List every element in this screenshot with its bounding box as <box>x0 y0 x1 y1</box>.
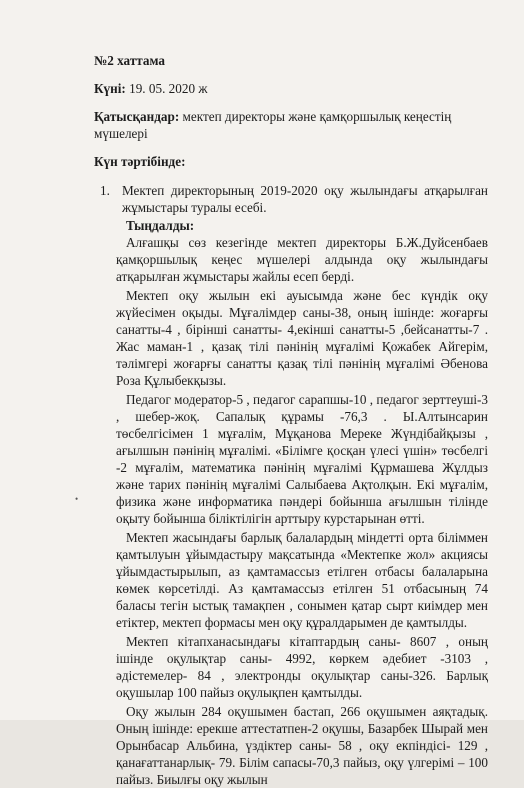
agenda-item-text: Мектеп директорының 2019-2020 оқу жылындағы атқарылған жұмыстары туралы есебі. <box>122 183 488 215</box>
agenda-item-number: 1. <box>100 183 110 198</box>
participants-line <box>94 108 488 142</box>
paragraph: Мектеп кітапханасындағы кітаптардың саны- 8607 , оның ішінде оқулықтар саны- 4992, көркем әдебиет -3103 , әдістемелер- 84 , электронды оқулықтар саны-326. Барлық оқушылар 100 пайыз оқулықпен қамтылды. <box>116 634 488 700</box>
participants-label: Қатысқандар: <box>94 109 180 124</box>
protocol-title: №2 хаттама <box>94 53 166 68</box>
date-line <box>94 80 488 97</box>
agenda-heading: Күн тәртібінде: <box>94 154 186 169</box>
date-value: 19. 05. 2020 ж <box>129 81 208 96</box>
participants-value: мектеп директоры және қамқоршылық кеңестің мүшелері <box>94 109 452 141</box>
agenda-item <box>94 182 488 216</box>
paragraph: Педагог модератор-5 , педагог сарапшы-10 , педагог зерттеуші-3 , шебер-жоқ. Сапалық құрамы -76,3 . Ы.Алтынсарин төсбелгісімен 1 мұғалім, Мұқанова Мереке Жүндібайқызы , ағылшын пәнінің мұғалімі. «Білімге қосқан үлесі үшін» төсбелгі -2 мұғалім, математика пәнінің мұғалімі Құрмашева Жұлдыз және тарих пәнінің мұғалімі Салыбаева Ақтолқын. Екі мұғалім, физика және информатика пәндері бойынша ағылшын тілінде оқыту бойынша біліктілігін арттыру курстарынан өтті. <box>116 392 488 526</box>
paragraph: Оқу жылын 284 оқушымен бастап, 266 оқушымен аяқтадық. Оның ішінде: ерекше аттестатпен-2 оқушы, Базарбек Шырай мен Орынбасар Альбина, үздіктер саны- 58 , оқу екпіндісі- 129 , қанағаттанарлық- 79. Білім сапасы-70,3 пайыз, оқу үлгерімі – 100 пайыз. Биылғы оқу жылын <box>116 704 488 787</box>
margin-mark-icon: • <box>75 494 79 504</box>
date-label: Күні: <box>94 81 126 96</box>
paragraph: Алғашқы сөз кезегінде мектеп директоры Б.Ж.Дуйсенбаев қамқоршылық кеңес мүшелері алдында оқу жылындағы атқарылған жұмыстары жайлы есеп берді. <box>116 235 488 284</box>
resolved-heading: Тыңдалды: <box>126 218 195 233</box>
paragraph: Мектеп оқу жылын екі ауысымда және бес күндік оқу жүйесімен оқыды. Мұғалімдер саны-38, оның ішінде: жоғарғы санатты-4 , бірінші санатты- 4,екінші санатты-5 ,бейсанатты-7 . Жас маман-1 , қазақ тілі пәнінің мұғалімі Қожабек Айгерім, тәлімгері жоғарғы санатты қазақ тілі пәнінің мұғалімі Әбенова Роза Құлыбекқызы. <box>116 288 488 388</box>
report-body <box>116 217 488 788</box>
paragraph: Мектеп жасындағы барлық балалардың міндетті орта біліммен қамтылуын ұйымдастыру мақсатында «Мектепке жол» акциясы ұйымдастырылып, аз қамтамассыз етілген отбасы балаларына көмек көрсетілді. Аз қамтамассыз етілген 51 отбасының 74 баласы тегін ыстық тамақпен , сонымен қатар сырт киімдер мен етіктер, мектеп формасы мен оқу құралдарымен де қамтылды. <box>116 530 488 630</box>
